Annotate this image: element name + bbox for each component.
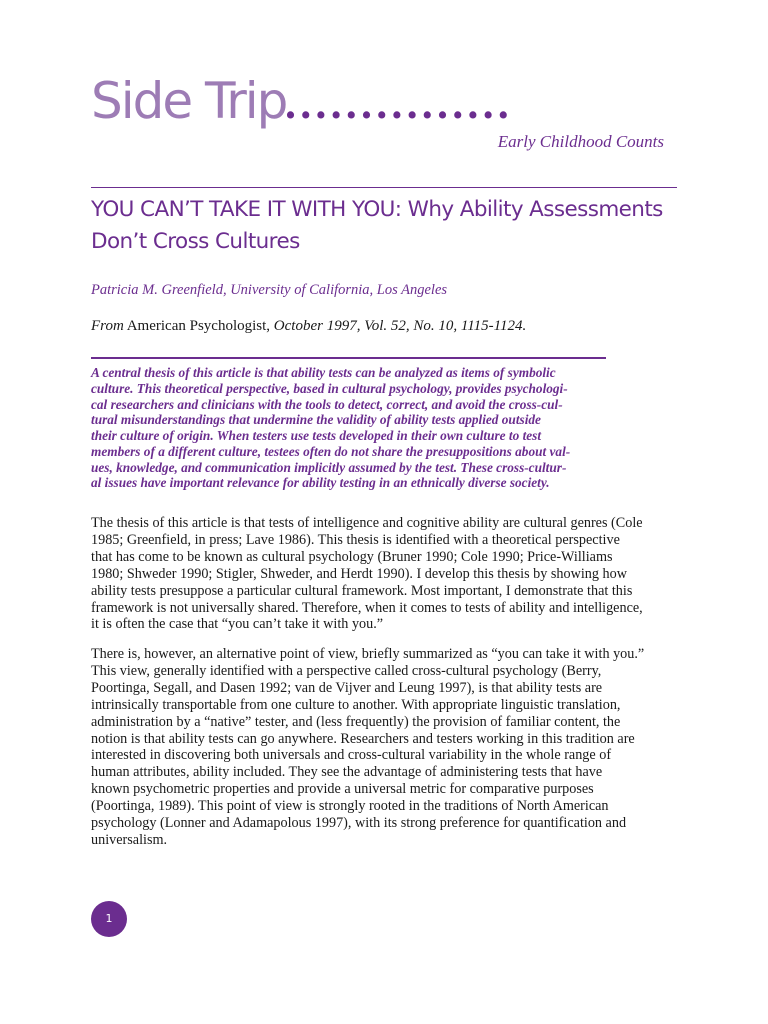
paragraph-line: known psychometric properties and provide a universal metric for comparative purposes xyxy=(91,781,594,798)
paragraph-line: intrinsically transportable from one culture to another. With appropriate linguistic translation, xyxy=(91,696,621,713)
paragraph-line: 1985; Greenfield, in press; Lave 1986). This thesis is identified with a theoretical perspective xyxy=(91,531,620,548)
paragraph-line: universalism. xyxy=(91,831,168,848)
abstract-line: cal researchers and clinicians with the tools to detect, correct, and avoid the cross-cul- xyxy=(91,396,563,412)
abstract-line: ues, knowledge, and communication implicitly assumed by the test. These cross-cultur- xyxy=(91,459,567,475)
citation-details: October 1997, Vol. 52, No. 10, 1115-1124. xyxy=(273,318,527,334)
paragraph-line: This view, generally identified with a perspective called cross-cultural psychology (Berry, xyxy=(91,662,602,679)
author-byline: Patricia M. Greenfield, University of California, Los Angeles xyxy=(91,282,448,298)
paragraph-line: framework is not universally shared. Therefore, when it comes to tests of ability and intelligence, xyxy=(91,599,643,616)
abstract xyxy=(91,365,611,491)
abstract-line: tural misunderstandings that undermine the validity of ability tests applied outside xyxy=(91,412,541,428)
paragraph-line: There is, however, an alternative point of view, briefly summarized as “you can take it with you.” xyxy=(91,646,645,662)
body-paragraph-1 xyxy=(91,515,677,633)
article-title-line-2: Don’t Cross Cultures xyxy=(91,229,300,254)
abstract-line: al issues have important relevance for ability testing in an ethnically diverse society. xyxy=(91,475,550,491)
header-divider xyxy=(91,187,677,188)
paragraph-line: (Poortinga, 1989). This point of view is strongly rooted in the traditions of North American xyxy=(91,798,609,815)
abstract-line: their culture of origin. When testers use tests developed in their own culture to test xyxy=(91,428,542,443)
section-title: Side Trip xyxy=(91,72,287,130)
paragraph-line: ability tests presuppose a particular cultural framework. Most important, I demonstrate that this xyxy=(91,582,633,599)
paragraph-line: 1980; Shweder 1990; Stigler, Shweder, and Herdt 1990). I develop this thesis by showing how xyxy=(91,565,627,582)
article-title-line-1: YOU CAN’T TAKE IT WITH YOU: Why Ability Assessments xyxy=(91,197,663,222)
paragraph-line: that has come to be known as cultural psychology (Bruner 1990; Cole 1990; Price-Williams xyxy=(91,548,613,565)
paragraph-line: psychology (Lonner and Adamapolous 1997), with its strong preference for quantification and xyxy=(91,815,627,832)
paragraph-line: Poortinga, Segall, and Dasen 1992; van de Vijver and Leung 1997), is that ability tests are xyxy=(91,679,603,696)
abstract-line: members of a different culture, testees often do not share the presuppositions about val- xyxy=(91,443,571,459)
section-title-dots: ............... xyxy=(285,79,513,128)
paragraph-line: notion is that ability tests can go anywhere. Researchers and testers working in this tradition are xyxy=(91,730,635,747)
page-number-badge: 1 xyxy=(91,901,127,937)
series-subtitle: Early Childhood Counts xyxy=(497,132,664,151)
abstract-divider xyxy=(91,357,606,359)
paragraph-line: interested in discovering both universals and cross-cultural variability in the whole range of xyxy=(91,747,612,764)
paragraph-line: administration by a “native” tester, and (less frequently) the provision of familiar content, the xyxy=(91,713,621,730)
body-paragraph-2 xyxy=(91,646,677,849)
citation-from: From xyxy=(91,318,124,334)
paragraph-line: human attributes, ability included. They see the advantage of administering tests that have xyxy=(91,764,603,781)
paragraph-line: it is often the case that “you can’t take it with you.” xyxy=(91,616,384,633)
citation-journal: American Psychologist, xyxy=(126,318,271,334)
article-title xyxy=(91,194,681,258)
abstract-line: culture. This theoretical perspective, based in cultural psychology, provides psychologi- xyxy=(91,380,568,396)
paragraph-line: The thesis of this article is that tests of intelligence and cognitive ability are cultural genres (Cole xyxy=(91,515,643,531)
abstract-line: A central thesis of this article is that ability tests can be analyzed as items of symbolic xyxy=(91,365,556,380)
citation xyxy=(91,318,526,335)
